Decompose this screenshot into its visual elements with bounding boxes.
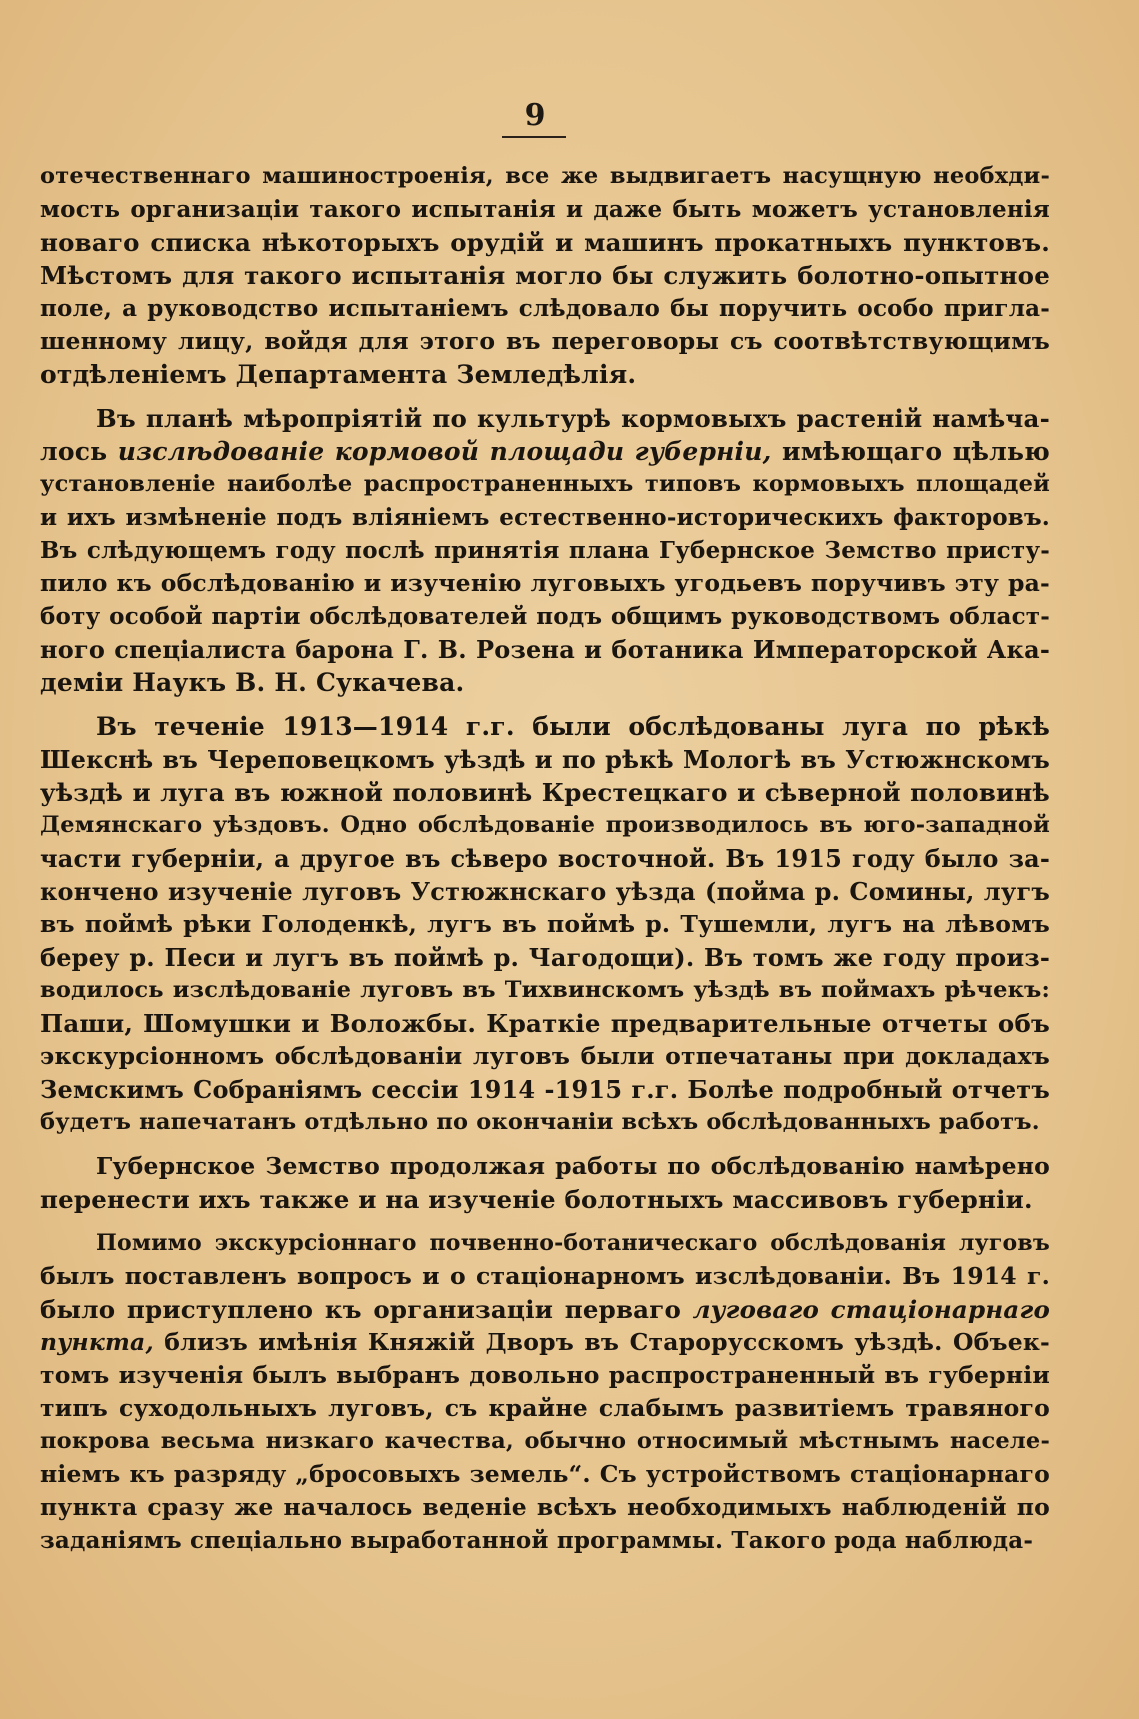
text-line: въ поймѣ рѣки Голоденкѣ, лугъ въ поймѣ р. Тушемли, лугъ на лѣвомъ [40, 910, 1050, 938]
paragraph-p2 [40, 402, 1050, 699]
text-line: деміи Наукъ В. Н. Сукачева. [40, 668, 465, 697]
paragraph-gap [40, 1139, 1050, 1150]
text-line [40, 435, 1050, 468]
text-line: Мѣстомъ для такого испытанія могло бы служить болотно-опытное [40, 261, 1050, 290]
text-line: покрова весьма низкаго качества, обычно относимый мѣстнымъ населе- [40, 1428, 1050, 1454]
text-line: Въ слѣдующемъ году послѣ принятія плана Губернское Земство присту- [40, 537, 1050, 564]
paragraph-p4 [40, 1150, 1050, 1216]
text-run: лось [40, 437, 118, 466]
text-line: томъ изученія былъ выбранъ довольно распространенный въ губерніи [40, 1361, 1050, 1389]
text-line: части губерніи, а другое въ сѣверо восточной. Въ 1915 году было за- [40, 844, 1050, 873]
italic-emphasis: луговаго стаціонарнаго [692, 1295, 1050, 1324]
text-line [40, 1293, 1050, 1326]
text-line: Помимо экскурсіоннаго почвенно-ботаническаго обслѣдованія луговъ [96, 1230, 1050, 1256]
text-line: ного спеціалиста барона Г. В. Розена и ботаника Императорской Ака- [40, 635, 1050, 664]
text-line: шенному лицу, войдя для этого въ переговоры съ соотвѣтствующимъ [40, 327, 1050, 355]
text-line: отдѣленіемъ Департамента Земледѣлія. [40, 360, 637, 389]
text-line: Въ теченіе 1913—1914 г.г. были обслѣдованы луга по рѣкѣ [96, 712, 1050, 741]
italic-emphasis: пункта, [40, 1328, 154, 1356]
paragraph-p5 [40, 1227, 1050, 1557]
text-line: кончено изученіе луговъ Устюжнскаго уѣзда (пойма р. Сомины, лугъ [40, 877, 1050, 906]
paragraph-gap [40, 1216, 1050, 1227]
text-line: и ихъ измѣненіе подъ вліяніемъ естественно-историческихъ факторовъ. [40, 504, 1050, 531]
text-line [40, 1326, 1050, 1359]
text-line: типъ суходольныхъ луговъ, съ крайне слабымъ развитіемъ травяного [40, 1394, 1050, 1422]
text-line: перенести ихъ также и на изученіе болотныхъ массивовъ губерніи. [40, 1185, 1033, 1214]
text-line: пункта сразу же началось веденіе всѣхъ необходимыхъ наблюденій по [40, 1493, 1050, 1521]
text-line: Губернское Земство продолжая работы по обслѣдованію намѣрено [96, 1152, 1050, 1180]
text-line: боту особой партіи обслѣдователей подъ общимъ руководствомъ област- [40, 603, 1050, 630]
page-number-rule [502, 136, 566, 138]
paragraph-p3 [40, 710, 1050, 1139]
text-run: было приступлено къ организаціи перваго [40, 1295, 693, 1324]
text-line: уѣздѣ и луга въ южной половинѣ Крестецкаго и сѣверной половинѣ [40, 778, 1050, 807]
text-line: ніемъ къ разряду „бросовыхъ земель“. Съ устройствомъ стаціонарнаго [40, 1460, 1050, 1488]
text-line: экскурсіонномъ обслѣдованіи луговъ были отпечатаны при докладахъ [40, 1042, 1050, 1070]
text-run: имѣющаго цѣлью [771, 437, 1050, 466]
text-line: Демянскаго уѣздовъ. Одно обслѣдованіе производилось въ юго-западной [40, 812, 1050, 838]
text-line: мость организаціи такого испытанія и даже быть можетъ установленія [40, 196, 1050, 223]
text-line: отечественнаго машиностроенія, все же выдвигаетъ насущную необхди- [40, 163, 1050, 189]
text-line: заданіямъ спеціально выработанной программы. Такого рода наблюда- [40, 1527, 1034, 1554]
text-line: Паши, Шомушки и Воложбы. Краткіе предварительные отчеты объ [40, 1009, 1050, 1038]
text-run: близъ имѣнія Княжій Дворъ въ Старорусскомъ уѣздѣ. Объек- [153, 1328, 1050, 1356]
text-line: водилось изслѣдованіе луговъ въ Тихвинскомъ уѣздѣ въ поймахъ рѣчекъ: [40, 977, 1050, 1003]
text-line: Въ планѣ мѣропріятій по культурѣ кормовыхъ растеній намѣча- [96, 404, 1050, 433]
paragraph-gap [40, 391, 1050, 402]
text-line: поле, а руководство испытаніемъ слѣдовало бы поручить особо пригла- [40, 295, 1050, 322]
paragraph-p1 [40, 160, 1050, 391]
body-text [40, 160, 1050, 1557]
text-line: Земскимъ Собраніямъ сессіи 1914 -1915 г.г. Болѣе подробный отчетъ [40, 1075, 1050, 1104]
italic-emphasis: изслѣдованіе кормовой площади губерніи, [117, 437, 772, 466]
text-line: пило къ обслѣдованію и изученію луговыхъ угодьевъ поручивъ эту ра- [40, 569, 1050, 597]
text-line: Шекснѣ въ Череповецкомъ уѣздѣ и по рѣкѣ Мологѣ въ Устюжнскомъ [40, 745, 1050, 774]
page-number: 9 [524, 98, 546, 133]
text-line: будетъ напечатанъ отдѣльно по окончаніи всѣхъ обслѣдованныхъ работъ. [40, 1109, 1040, 1135]
text-line: новаго списка нѣкоторыхъ орудій и машинъ прокатныхъ пунктовъ. [40, 228, 1050, 257]
text-line: установленіе наиболѣе распространенныхъ типовъ кормовыхъ площадей [40, 471, 1050, 497]
paragraph-gap [40, 699, 1050, 710]
text-line: былъ поставленъ вопросъ и о стаціонарномъ изслѣдованіи. Въ 1914 г. [40, 1262, 1050, 1290]
text-line: береу р. Песи и лугъ въ поймѣ р. Чагодощи). Въ томъ же году произ- [40, 943, 1050, 972]
